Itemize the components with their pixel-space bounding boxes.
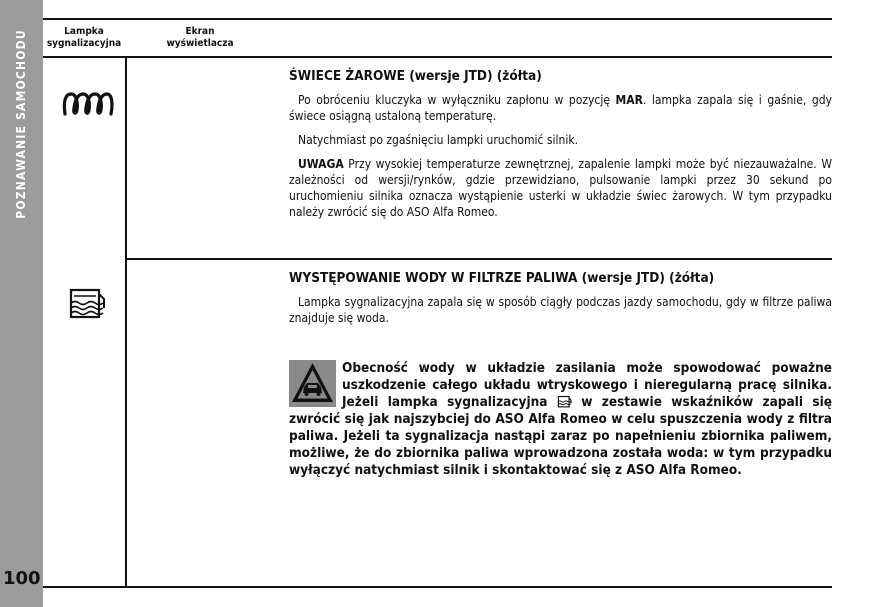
warning-text: Obecność wody w układzie zasilania może spowodować poważne uszkodzenie całego układu wtryskowego i nieregularną pracę silnika. Jeżeli lampka sygnalizacyjna <box>342 360 832 410</box>
table-header-rule <box>43 56 832 58</box>
water-in-fuel-icon <box>68 286 106 320</box>
paragraph: Lampka sygnalizacyjna zapala się w sposób ciągły podczas jazdy samochodu, gdy w filtrze paliwa znajduje się woda. <box>289 295 832 325</box>
paragraph-text: Po obróceniu kluczyka w wyłączniku zapłonu w pozycję <box>298 93 616 107</box>
section-title-glow-plugs: ŚWIECE ŻAROWE (wersje JTD) (żółta) <box>289 68 542 84</box>
column-header-display-line2: wyświetlacza <box>166 38 234 49</box>
column-header-display <box>152 26 248 50</box>
section-title: POZNAWANIE SAMOCHODU <box>14 29 28 219</box>
column-divider <box>125 56 127 588</box>
sidebar-band <box>0 0 43 607</box>
warning-block <box>289 360 832 479</box>
paragraph-text: . lampka zapala się i gaśnie, gdy świece osiągną ustaloną temperaturę. <box>289 93 832 123</box>
page-number: 100 <box>3 568 41 589</box>
table-top-rule <box>43 18 832 20</box>
paragraph <box>289 92 832 124</box>
water-in-fuel-inline-icon <box>557 395 572 408</box>
row-divider <box>126 258 832 260</box>
warning-car-icon <box>289 360 336 407</box>
column-header-display-line1: Ekran <box>185 26 215 37</box>
column-header-lamp-line2: sygnalizacyjna <box>46 38 122 49</box>
warning-text: w zestawie wskaźników zapali się zwrócić się jak najszybciej do ASO Alfa Romeo w celu spuszczenia wody z filtra paliwa. Jeżeli ta sygnalizacja nastąpi zaraz po napełnieniu zbiornika paliwem, możliwe, że do zbiornika paliwa wprowadzona została woda: w tym przypadku wyłączyć natychmiast silnik i skontaktować się z ASO Alfa Romeo. <box>289 394 832 478</box>
paragraph <box>289 156 832 220</box>
section-title-water-in-fuel: WYSTĘPOWANIE WODY W FILTRZE PALIWA (wersje JTD) (żółta) <box>289 270 715 286</box>
section-water-in-fuel <box>289 270 832 334</box>
column-header-lamp-line1: Lampka <box>64 26 104 37</box>
bold-term: MAR <box>615 93 643 107</box>
paragraph: Natychmiast po zgaśnięciu lampki uruchomić silnik. <box>298 133 579 147</box>
section-glow-plugs <box>289 68 832 228</box>
column-header-lamp <box>43 26 125 50</box>
note-label: UWAGA <box>298 157 344 171</box>
glow-plug-icon <box>62 90 114 116</box>
table-bottom-rule <box>43 586 832 588</box>
paragraph-text: Przy wysokiej temperaturze zewnętrznej, zapalenie lampki może być niezauważalne. W zależności od wersji/rynków, gdzie przewidziano, pulsowanie lampki przez 30 sekund po uruchomieniu silnika oznacza wystąpienie usterki w układzie świec żarowych. W tym przypadku należy zwrócić się do ASO Alfa Romeo. <box>289 157 832 219</box>
